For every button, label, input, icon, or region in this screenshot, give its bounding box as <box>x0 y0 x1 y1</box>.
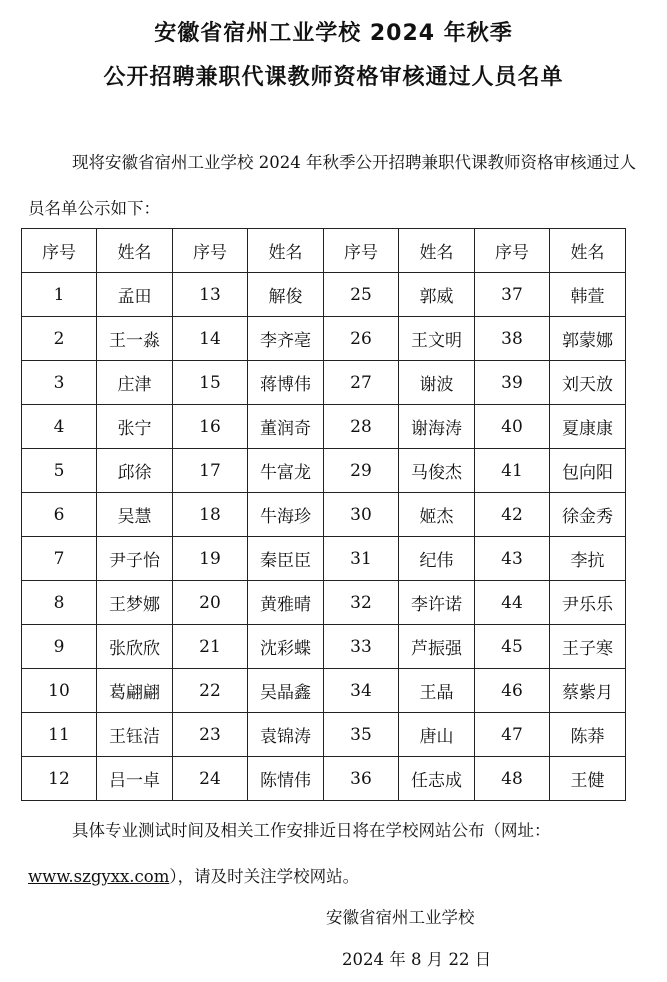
cell-number: 25 <box>324 273 399 317</box>
header-name: 姓名 <box>399 229 475 273</box>
cell-name: 蒋博伟 <box>248 361 324 405</box>
cell-number: 23 <box>173 713 248 757</box>
cell-name: 秦臣臣 <box>248 537 324 581</box>
cell-name: 袁锦涛 <box>248 713 324 757</box>
cell-name: 夏康康 <box>550 405 626 449</box>
cell-number: 20 <box>173 581 248 625</box>
cell-number: 6 <box>22 493 97 537</box>
cell-number: 44 <box>475 581 550 625</box>
school-website-link[interactable]: www.szgyxx.com <box>28 867 170 886</box>
table-row <box>22 361 626 405</box>
cell-name: 吴晶鑫 <box>248 669 324 713</box>
cell-name: 张欣欣 <box>97 625 173 669</box>
cell-name: 董润奇 <box>248 405 324 449</box>
notice-text-before: 具体专业测试时间及相关工作安排近日将在学校网站公布（网址： <box>72 821 551 840</box>
cell-name: 陈情伟 <box>248 757 324 801</box>
cell-number: 28 <box>324 405 399 449</box>
candidate-table <box>21 228 626 801</box>
cell-name: 邱徐 <box>97 449 173 493</box>
cell-number: 12 <box>22 757 97 801</box>
cell-number: 41 <box>475 449 550 493</box>
cell-number: 22 <box>173 669 248 713</box>
table-row <box>22 581 626 625</box>
cell-number: 34 <box>324 669 399 713</box>
cell-number: 32 <box>324 581 399 625</box>
cell-number: 48 <box>475 757 550 801</box>
cell-name: 陈莽 <box>550 713 626 757</box>
cell-name: 纪伟 <box>399 537 475 581</box>
cell-name: 李许诺 <box>399 581 475 625</box>
cell-name: 牛海珍 <box>248 493 324 537</box>
cell-name: 王健 <box>550 757 626 801</box>
table-row <box>22 669 626 713</box>
header-number: 序号 <box>324 229 399 273</box>
table-row <box>22 537 626 581</box>
table-row <box>22 449 626 493</box>
table-row <box>22 757 626 801</box>
table-row <box>22 317 626 361</box>
cell-name: 谢波 <box>399 361 475 405</box>
header-name: 姓名 <box>550 229 626 273</box>
header-number: 序号 <box>475 229 550 273</box>
cell-number: 43 <box>475 537 550 581</box>
cell-number: 46 <box>475 669 550 713</box>
cell-name: 孟田 <box>97 273 173 317</box>
cell-name: 郭威 <box>399 273 475 317</box>
cell-number: 8 <box>22 581 97 625</box>
header-name: 姓名 <box>248 229 324 273</box>
cell-name: 谢海涛 <box>399 405 475 449</box>
cell-name: 蔡紫月 <box>550 669 626 713</box>
cell-name: 牛富龙 <box>248 449 324 493</box>
cell-name: 包向阳 <box>550 449 626 493</box>
header-number: 序号 <box>173 229 248 273</box>
signature-organization: 安徽省宿州工业学校 <box>326 908 475 927</box>
candidate-table-body <box>22 229 626 801</box>
signature-date: 2024 年 8 月 22 日 <box>342 950 492 969</box>
page-title-line2: 公开招聘兼职代课教师资格审核通过人员名单 <box>103 65 564 90</box>
cell-number: 13 <box>173 273 248 317</box>
cell-name: 王文明 <box>399 317 475 361</box>
cell-number: 29 <box>324 449 399 493</box>
table-header-row <box>22 229 626 273</box>
cell-name: 姬杰 <box>399 493 475 537</box>
notice-text-after: ），请及时关注学校网站。 <box>169 867 360 886</box>
page-title-line1: 安徽省宿州工业学校 2024 年秋季 <box>154 21 513 46</box>
cell-number: 36 <box>324 757 399 801</box>
cell-number: 30 <box>324 493 399 537</box>
cell-name: 葛翩翩 <box>97 669 173 713</box>
cell-name: 尹子怡 <box>97 537 173 581</box>
cell-number: 45 <box>475 625 550 669</box>
cell-number: 26 <box>324 317 399 361</box>
cell-name: 王梦娜 <box>97 581 173 625</box>
cell-number: 21 <box>173 625 248 669</box>
cell-number: 3 <box>22 361 97 405</box>
cell-number: 16 <box>173 405 248 449</box>
cell-number: 35 <box>324 713 399 757</box>
intro-text: 现将安徽省宿州工业学校 2024 年秋季公开招聘兼职代课教师资格审核通过人员名单公示如下： <box>28 153 636 218</box>
cell-name: 吕一卓 <box>97 757 173 801</box>
cell-name: 唐山 <box>399 713 475 757</box>
cell-number: 10 <box>22 669 97 713</box>
cell-number: 24 <box>173 757 248 801</box>
cell-number: 38 <box>475 317 550 361</box>
cell-number: 1 <box>22 273 97 317</box>
cell-number: 7 <box>22 537 97 581</box>
cell-name: 王一淼 <box>97 317 173 361</box>
cell-name: 王子寒 <box>550 625 626 669</box>
cell-number: 9 <box>22 625 97 669</box>
cell-number: 39 <box>475 361 550 405</box>
cell-number: 14 <box>173 317 248 361</box>
cell-number: 19 <box>173 537 248 581</box>
table-row <box>22 625 626 669</box>
cell-name: 庄津 <box>97 361 173 405</box>
cell-number: 5 <box>22 449 97 493</box>
cell-number: 4 <box>22 405 97 449</box>
cell-name: 徐金秀 <box>550 493 626 537</box>
cell-name: 郭蒙娜 <box>550 317 626 361</box>
header-name: 姓名 <box>97 229 173 273</box>
cell-name: 尹乐乐 <box>550 581 626 625</box>
cell-name: 沈彩蝶 <box>248 625 324 669</box>
cell-name: 解俊 <box>248 273 324 317</box>
cell-number: 37 <box>475 273 550 317</box>
cell-name: 李抗 <box>550 537 626 581</box>
table-row <box>22 273 626 317</box>
header-number: 序号 <box>22 229 97 273</box>
table-row <box>22 405 626 449</box>
cell-name: 刘天放 <box>550 361 626 405</box>
cell-name: 任志成 <box>399 757 475 801</box>
cell-number: 15 <box>173 361 248 405</box>
cell-number: 40 <box>475 405 550 449</box>
cell-name: 张宁 <box>97 405 173 449</box>
cell-number: 2 <box>22 317 97 361</box>
cell-name: 王晶 <box>399 669 475 713</box>
cell-number: 11 <box>22 713 97 757</box>
cell-number: 42 <box>475 493 550 537</box>
cell-name: 韩萱 <box>550 273 626 317</box>
cell-name: 芦振强 <box>399 625 475 669</box>
cell-name: 黄雅晴 <box>248 581 324 625</box>
cell-number: 47 <box>475 713 550 757</box>
cell-number: 17 <box>173 449 248 493</box>
cell-name: 吴慧 <box>97 493 173 537</box>
cell-number: 33 <box>324 625 399 669</box>
intro-paragraph <box>28 140 640 232</box>
notice-paragraph <box>28 808 640 900</box>
table-row <box>22 713 626 757</box>
cell-name: 李齐亳 <box>248 317 324 361</box>
cell-name: 王钰洁 <box>97 713 173 757</box>
cell-name: 马俊杰 <box>399 449 475 493</box>
table-row <box>22 493 626 537</box>
cell-number: 27 <box>324 361 399 405</box>
cell-number: 31 <box>324 537 399 581</box>
cell-number: 18 <box>173 493 248 537</box>
